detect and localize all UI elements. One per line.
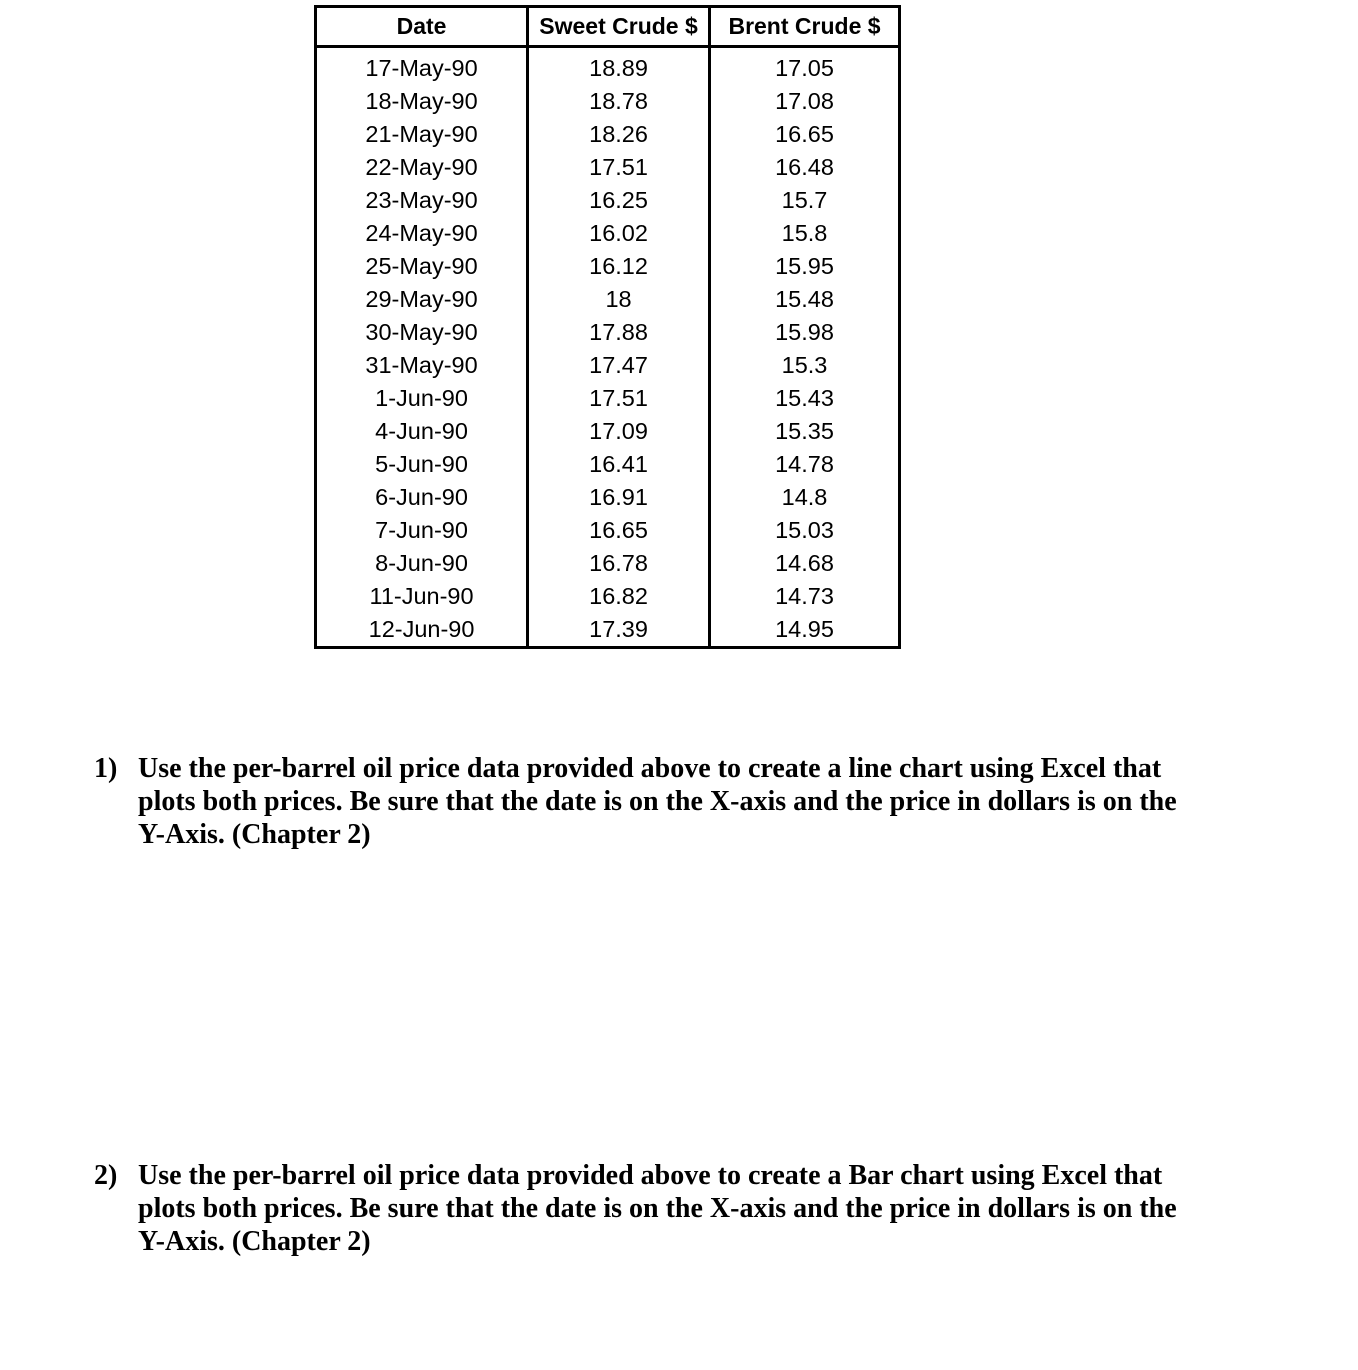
cell-sweet-crude: 18.78	[528, 85, 710, 118]
cell-sweet-crude: 16.02	[528, 217, 710, 250]
table-header-row	[316, 7, 900, 47]
table-row	[316, 415, 900, 448]
cell-date: 17-May-90	[365, 55, 478, 81]
question-1	[94, 752, 1204, 851]
cell-brent-crude: 14.73	[710, 580, 900, 613]
header-brent-crude: Brent Crude $	[710, 7, 900, 47]
cell-sweet-crude: 18	[528, 283, 710, 316]
cell-sweet-crude: 18.89	[528, 47, 710, 86]
oil-price-table	[314, 5, 901, 649]
cell-brent-crude: 15.8	[710, 217, 900, 250]
cell-date: 7-Jun-90	[375, 517, 468, 543]
cell-date: 25-May-90	[365, 253, 478, 279]
cell-date: 22-May-90	[365, 154, 478, 180]
cell-date: 1-Jun-90	[375, 385, 468, 411]
question-2-text: Use the per-barrel oil price data provided above to create a Bar chart using Excel that plots both prices. Be sure that the date is on the X-axis and the price in dollars is on the Y-Axis. (Chapter 2)	[138, 1160, 1177, 1257]
cell-date: 5-Jun-90	[375, 451, 468, 477]
cell-date: 30-May-90	[365, 319, 478, 345]
cell-sweet-crude: 16.82	[528, 580, 710, 613]
header-date: Date	[316, 7, 528, 47]
cell-date: 12-Jun-90	[368, 616, 475, 642]
question-1-number: 1)	[94, 753, 118, 784]
table-row	[316, 547, 900, 580]
cell-sweet-crude: 17.09	[528, 415, 710, 448]
cell-brent-crude: 14.68	[710, 547, 900, 580]
cell-brent-crude: 15.95	[710, 250, 900, 283]
cell-sweet-crude: 18.26	[528, 118, 710, 151]
question-2	[94, 1159, 1204, 1258]
cell-date: 4-Jun-90	[375, 418, 468, 444]
cell-brent-crude: 15.35	[710, 415, 900, 448]
cell-date: 29-May-90	[365, 286, 478, 312]
table-row	[316, 85, 900, 118]
table-row	[316, 47, 900, 86]
table-row	[316, 316, 900, 349]
cell-brent-crude: 15.98	[710, 316, 900, 349]
table-row	[316, 217, 900, 250]
cell-brent-crude: 14.8	[710, 481, 900, 514]
table-body	[316, 47, 900, 648]
cell-brent-crude: 15.03	[710, 514, 900, 547]
cell-date: 24-May-90	[365, 220, 478, 246]
table-row	[316, 118, 900, 151]
cell-brent-crude: 15.7	[710, 184, 900, 217]
cell-sweet-crude: 16.78	[528, 547, 710, 580]
table-row	[316, 481, 900, 514]
cell-date: 11-Jun-90	[369, 583, 474, 609]
cell-date: 23-May-90	[365, 187, 478, 213]
table-row	[316, 250, 900, 283]
table-row	[316, 613, 900, 648]
cell-sweet-crude: 16.41	[528, 448, 710, 481]
cell-sweet-crude: 17.39	[528, 613, 710, 648]
cell-sweet-crude: 16.12	[528, 250, 710, 283]
cell-brent-crude: 17.08	[710, 85, 900, 118]
table-row	[316, 283, 900, 316]
cell-sweet-crude: 16.25	[528, 184, 710, 217]
table-row	[316, 151, 900, 184]
question-1-text: Use the per-barrel oil price data provided above to create a line chart using Excel that plots both prices. Be sure that the date is on the X-axis and the price in dollars is on the Y-Axis. (Chapter 2)	[138, 753, 1177, 850]
table-row	[316, 184, 900, 217]
table-row	[316, 580, 900, 613]
cell-date: 21-May-90	[365, 121, 478, 147]
cell-brent-crude: 14.78	[710, 448, 900, 481]
cell-date: 18-May-90	[365, 88, 478, 114]
cell-sweet-crude: 17.47	[528, 349, 710, 382]
cell-brent-crude: 17.05	[710, 47, 900, 86]
table-row	[316, 514, 900, 547]
cell-date: 31-May-90	[365, 352, 478, 378]
cell-brent-crude: 15.43	[710, 382, 900, 415]
cell-brent-crude: 16.48	[710, 151, 900, 184]
cell-brent-crude: 16.65	[710, 118, 900, 151]
cell-brent-crude: 15.48	[710, 283, 900, 316]
cell-sweet-crude: 16.91	[528, 481, 710, 514]
cell-sweet-crude: 17.88	[528, 316, 710, 349]
table-row	[316, 448, 900, 481]
cell-date: 6-Jun-90	[375, 484, 468, 510]
table-row	[316, 349, 900, 382]
cell-sweet-crude: 16.65	[528, 514, 710, 547]
header-sweet-crude: Sweet Crude $	[528, 7, 710, 47]
cell-brent-crude: 15.3	[710, 349, 900, 382]
cell-sweet-crude: 17.51	[528, 382, 710, 415]
cell-date: 8-Jun-90	[375, 550, 468, 576]
cell-sweet-crude: 17.51	[528, 151, 710, 184]
question-2-number: 2)	[94, 1160, 118, 1191]
cell-brent-crude: 14.95	[710, 613, 900, 648]
table-row	[316, 382, 900, 415]
